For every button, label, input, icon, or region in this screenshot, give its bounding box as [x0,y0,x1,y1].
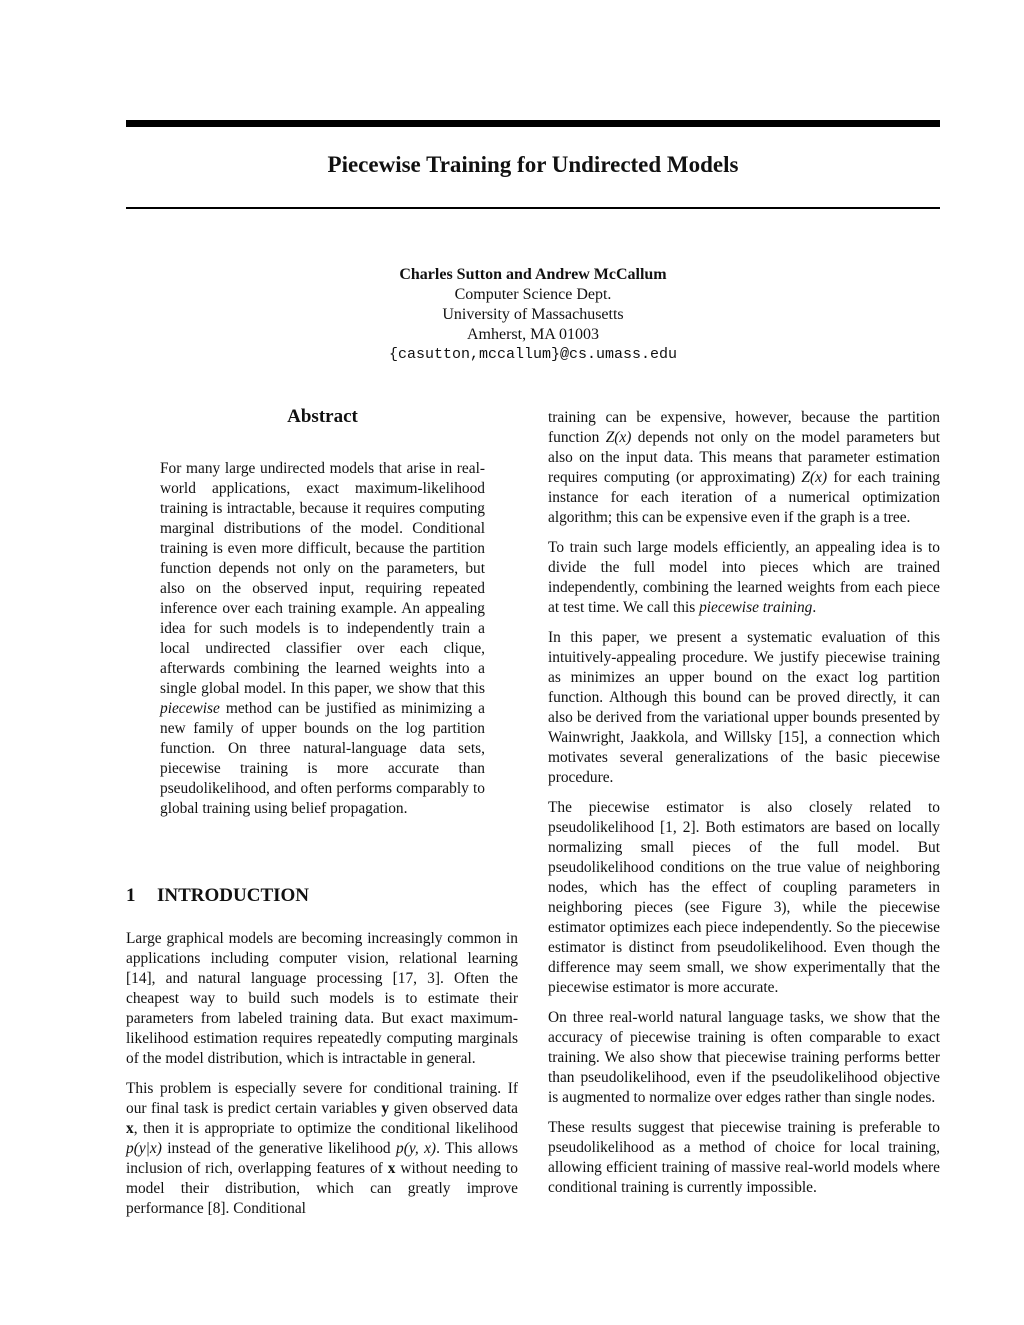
left-column [126,929,518,1229]
abstract-body [160,459,485,819]
piecewise-training-emphasis: piecewise training [699,599,813,616]
abstract-text-a: For many large undirected models that arise in real-world applications, exact maximum-likelihood training is intractable, because it requires computing marginal distributions of the model. Conditional training is even more difficult, because the partition function depends not only on the parameters, but also on the observed input, requiring repeated inference over each training example. An appealing idea for such models is to independently train a local undirected classifier over each clique, afterwards combining the learned weights into a single global model. In this paper, we show that this [160,460,485,697]
math-joint-likelihood: p(y, x) [396,1140,437,1157]
abstract-emphasis: piecewise [160,700,220,717]
intro-paragraph-1: Large graphical models are becoming increasingly common in applications including computer vision, relational learning [14], and natural language processing [17, 3]. Often the cheapest way to build such models is to estimate their parameters from labeled training data. But exact maximum-likelihood estimation requires repeatedly computing marginals of the model distribution, which is intractable in general. [126,930,518,1067]
paper-title: Piecewise Training for Undirected Models [327,152,739,177]
math-conditional-likelihood: p(y|x) [126,1140,162,1157]
text-run: . [812,599,817,616]
right-column [548,408,940,1208]
affiliation-university: University of Massachusetts [442,306,624,323]
text-run: without needing to model their distribution, which can greatly improve performance [8]. Conditional [126,1160,518,1217]
text-run: given observed data [393,1100,518,1117]
intro-paragraph-7: On three real-world natural language tasks, we show that the accuracy of piecewise training is often comparable to exact training. We also show that piecewise training performs better than pseudolikelihood, even if the pseudolikelihood objective is augmented to normalize over edges rather than single nodes. [548,1009,940,1106]
title-rule-bottom [126,207,940,209]
text-run: To train such large models efficiently, an appealing idea is to divide the full model into pieces which are trained independently, combining the learned weights from each piece at test time. We call this [548,539,940,616]
text-run: for each training instance for each iteration of a numerical optimization algorithm; this can be expensive even if the graph is a tree. [548,469,940,526]
text-run: instead of the generative likelihood [167,1140,391,1157]
affiliation-dept: Computer Science Dept. [454,286,612,303]
author-email: {casutton,mccallum}@cs.umass.edu [388,346,678,363]
intro-paragraph-6: The piecewise estimator is also closely related to pseudolikelihood [1, 2]. Both estimators are based on locally normalizing small pieces of the full model. But pseudolikelihood conditions on the true value of neighboring nodes, which has the effect of coupling parameters in neighboring pieces (see Figure 3), while the piecewise estimator optimizes each piece independently. So the piecewise estimator is distinct from pseudolikelihood. Even though the difference may seem small, we show experimentally that the piecewise estimator is more accurate. [548,799,940,996]
author-block [126,265,940,365]
intro-paragraph-3 [548,408,940,528]
section-number: 1 [126,885,136,906]
intro-paragraph-2 [126,1079,518,1219]
abstract-text-b: method can be justified as minimizing a new family of upper bounds on the log partition function. On three natural-language data sets, piecewise training is more accurate than pseudolikelihood, and often performs comparably to global training using belief propagation. [160,700,485,817]
section-title: INTRODUCTION [157,885,310,906]
intro-paragraph-8: These results suggest that piecewise training is preferable to pseudolikelihood as a method of choice for local training, allowing efficient training of massive real-world models where conditional training is currently impossible. [548,1119,940,1196]
math-y: y [381,1100,390,1117]
author-names: Charles Sutton and Andrew McCallum [399,266,667,283]
affiliation-address: Amherst, MA 01003 [467,326,599,343]
text-run: . This allows inclusion of rich, overlapping features of [126,1140,518,1177]
text-run: depends not only on the model parameters but also on the input data. This means that parameter estimation requires computing (or approximating) [548,429,940,486]
math-x: x [387,1160,396,1177]
intro-paragraph-5: In this paper, we present a systematic evaluation of this intuitively-appealing procedure. We justify piecewise training as minimizes an upper bound on the exact log partition function. Although this bound can be proved directly, it can also be derived from the variational upper bounds presented by Wainwright, Jaakkola, and Willsky [15], a connection which motivates several generalizations of the basic piecewise procedure. [548,629,940,786]
text-run: This problem is especially severe for conditional training. If our final task is predict certain variables [126,1080,518,1117]
math-partition-function: Z(x) [605,429,632,446]
section-heading-introduction [126,883,518,909]
abstract-heading: Abstract [287,406,358,427]
title-rule-top [126,120,940,127]
math-partition-function: Z(x) [801,469,828,486]
text-run: training can be expensive, however, because the partition function [548,409,940,446]
intro-paragraph-4 [548,538,940,618]
math-x: x [126,1120,134,1137]
text-run: , then it is appropriate to optimize the conditional likelihood [133,1120,518,1137]
